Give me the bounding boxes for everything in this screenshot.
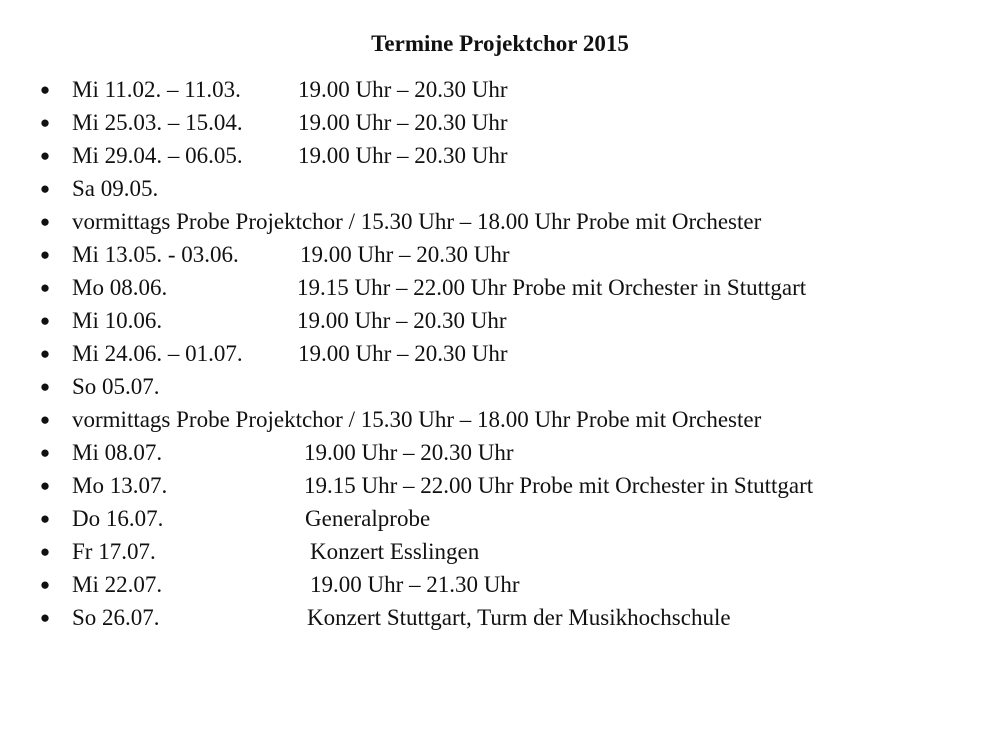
list-item	[0, 238, 1000, 271]
entry-date: Mo 08.06.	[72, 275, 168, 300]
list-item	[0, 502, 1000, 535]
bullet-icon: ●	[39, 179, 51, 198]
entry-detail: Konzert Stuttgart, Turm der Musikhochschule	[307, 605, 731, 630]
entry-detail: 19.00 Uhr – 20.30 Uhr	[298, 143, 508, 168]
page-title: Termine Projektchor 2015	[371, 31, 629, 56]
entry-date: Mi 24.06. – 01.07.	[72, 341, 243, 366]
bullet-icon: ●	[39, 113, 51, 132]
entry-detail: 19.00 Uhr – 20.30 Uhr	[298, 110, 508, 135]
list-item	[0, 370, 1000, 403]
entry-detail: 19.00 Uhr – 20.30 Uhr	[298, 77, 508, 102]
bullet-icon: ●	[39, 377, 51, 396]
entry-date: So 26.07.	[72, 605, 160, 630]
entry-date: Sa 09.05.	[72, 176, 159, 201]
entry-date: Mi 29.04. – 06.05.	[72, 143, 243, 168]
bullet-icon: ●	[39, 146, 51, 165]
bullet-icon: ●	[39, 542, 51, 561]
entry-detail: 19.00 Uhr – 20.30 Uhr	[297, 308, 507, 333]
entry-detail: 19.00 Uhr – 20.30 Uhr	[304, 440, 514, 465]
entry-detail: 19.00 Uhr – 21.30 Uhr	[310, 572, 520, 597]
entry-detail: Generalprobe	[305, 506, 431, 531]
list-item	[0, 106, 1000, 139]
bullet-icon: ●	[39, 509, 51, 528]
entry-date: vormittags Probe Projektchor / 15.30 Uhr – 18.00 Uhr Probe mit Orchester	[72, 407, 762, 432]
bullet-icon: ●	[39, 608, 51, 627]
entry-detail: Konzert Esslingen	[310, 539, 480, 564]
bullet-icon: ●	[39, 344, 51, 363]
entry-detail: 19.15 Uhr – 22.00 Uhr Probe mit Orchester in Stuttgart	[304, 473, 814, 498]
entry-date: Mi 11.02. – 11.03.	[72, 77, 241, 102]
list-item	[0, 139, 1000, 172]
schedule-list	[0, 73, 1000, 634]
entry-detail: 19.00 Uhr – 20.30 Uhr	[300, 242, 510, 267]
entry-date: Do 16.07.	[72, 506, 164, 531]
entry-detail: 19.00 Uhr – 20.30 Uhr	[298, 341, 508, 366]
entry-date: Mi 13.05. - 03.06.	[72, 242, 239, 267]
entry-date: Mi 10.06.	[72, 308, 163, 333]
bullet-icon: ●	[39, 80, 51, 99]
bullet-icon: ●	[39, 443, 51, 462]
bullet-icon: ●	[39, 311, 51, 330]
bullet-icon: ●	[39, 245, 51, 264]
entry-date: So 05.07.	[72, 374, 160, 399]
list-item	[0, 205, 1000, 238]
entry-date: vormittags Probe Projektchor / 15.30 Uhr – 18.00 Uhr Probe mit Orchester	[72, 209, 762, 234]
list-item	[0, 271, 1000, 304]
list-item	[0, 436, 1000, 469]
list-item	[0, 304, 1000, 337]
bullet-icon: ●	[39, 410, 51, 429]
bullet-icon: ●	[39, 278, 51, 297]
bullet-icon: ●	[39, 212, 51, 231]
entry-date: Mi 25.03. – 15.04.	[72, 110, 243, 135]
entry-date: Mi 22.07.	[72, 572, 163, 597]
list-item	[0, 73, 1000, 106]
entry-date: Fr 17.07.	[72, 539, 156, 564]
entry-detail: 19.15 Uhr – 22.00 Uhr Probe mit Orchester in Stuttgart	[297, 275, 807, 300]
bullet-icon: ●	[39, 476, 51, 495]
list-item	[0, 535, 1000, 568]
list-item	[0, 469, 1000, 502]
entry-date: Mi 08.07.	[72, 440, 163, 465]
list-item	[0, 568, 1000, 601]
list-item	[0, 337, 1000, 370]
list-item	[0, 403, 1000, 436]
bullet-icon: ●	[39, 575, 51, 594]
entry-date: Mo 13.07.	[72, 473, 168, 498]
list-item	[0, 172, 1000, 205]
list-item	[0, 601, 1000, 634]
